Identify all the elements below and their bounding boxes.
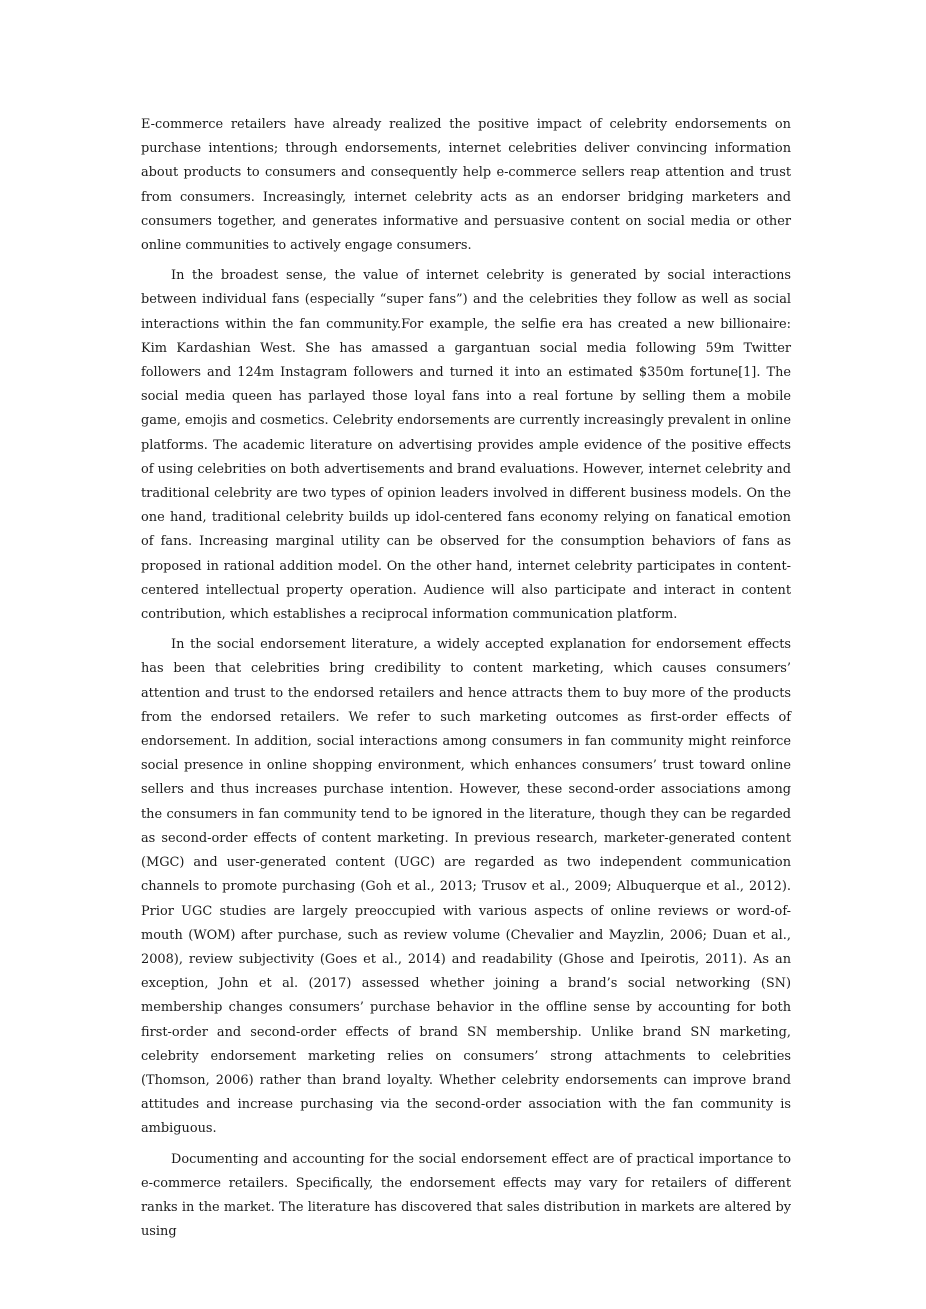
document-body: [141, 113, 791, 1250]
paragraph-internet-celebrity-value: In the broadest sense, the value of internet celebrity is generated by social interactions between individual fans (especially “super fans”) and the celebrities they follow as well as social interactions within the fan community.For example, the selfie era has created a new billionaire: Kim Kardashian West. She has amassed a gargantuan social media following 59m Twitter followers and 124m Instagram followers and turned it into an estimated $350m fortune[1]. The social media queen has parlayed those loyal fans into a real fortune by selling them a mobile game, emojis and cosmetics. Celebrity endorsements are currently increasingly prevalent in online platforms. The academic literature on advertising provides ample evidence of the positive effects of using celebrities on both advertisements and brand evaluations. However, internet celebrity and traditional celebrity are two types of opinion leaders involved in different business models. On the one hand, traditional celebrity builds up idol-centered fans economy relying on fanatical emotion of fans. Increasing marginal utility can be observed for the consumption behaviors of fans as proposed in rational addition model. On the other hand, internet celebrity participates in content-centered intellectual property operation. Audience will also participate and interact in content contribution, which establishes a reciprocal information communication platform.: [141, 268, 791, 623]
paragraph-documenting-endorsement-effect: Documenting and accounting for the social endorsement effect are of practical importance to e-commerce retailers. Specifically, the endorsement effects may vary for retailers of different ranks in the market. The literature has discovered that sales distribution in markets are altered by using: [141, 1151, 791, 1240]
paragraph-social-endorsement-literature: In the social endorsement literature, a widely accepted explanation for endorsement effects has been that celebrities bring credibility to content marketing, which causes consumers’ attention and trust to the endorsed retailers and hence attracts them to buy more of the products from the endorsed retailers. We refer to such marketing outcomes as first-order effects of endorsement. In addition, social interactions among consumers in fan community might reinforce social presence in online shopping environment, which enhances consumers’ trust toward online sellers and thus increases purchase intention. However, these second-order associations among the consumers in fan community tend to be ignored in the literature, though they can be regarded as second-order effects of content marketing. In previous research, marketer-generated content (MGC) and user-generated content (UGC) are regarded as two independent communication channels to promote purchasing (Goh et al., 2013; Trusov et al., 2009; Albuquerque et al., 2012). Prior UGC studies are largely preoccupied with various aspects of online reviews or word-of-mouth (WOM) after purchase, such as review volume (Chevalier and Mayzlin, 2006; Duan et al., 2008), review subjectivity (Goes et al., 2014) and readability (Ghose and Ipeirotis, 2011). As an exception, John et al. (2017) assessed whether joining a brand’s social networking (SN) membership changes consumers’ purchase behavior in the offline sense by accounting for both first-order and second-order effects of brand SN membership. Unlike brand SN marketing, celebrity endorsement marketing relies on consumers’ strong attachments to celebrities (Thomson, 2006) rather than brand loyalty. Whether celebrity endorsements can improve brand attitudes and increase purchasing via the second-order association with the fan community is ambiguous.: [141, 637, 791, 1137]
paragraph-intro: E-commerce retailers have already realized the positive impact of celebrity endorsements on purchase intentions; through endorsements, internet celebrities deliver convincing information about products to consumers and consequently help e-commerce sellers reap attention and trust from consumers. Increasingly, internet celebrity acts as an endorser bridging marketers and consumers together, and generates informative and persuasive content on social media or other online communities to actively engage consumers.: [141, 117, 791, 254]
